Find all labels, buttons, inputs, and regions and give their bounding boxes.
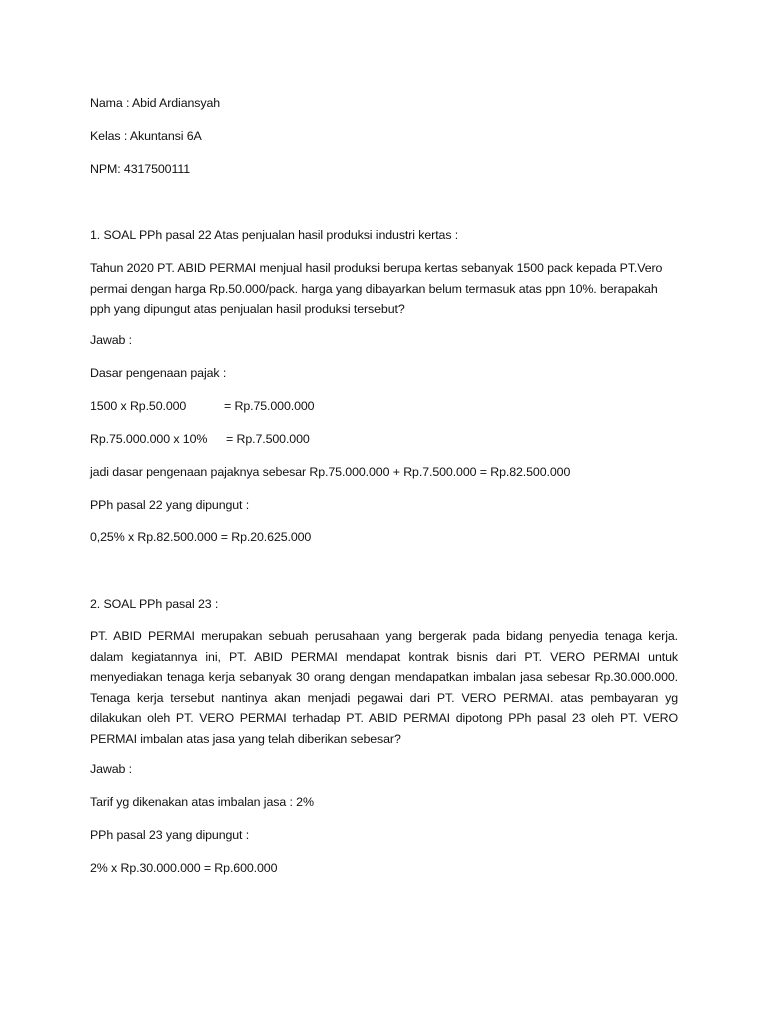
answer-1-label: Jawab : bbox=[90, 333, 133, 347]
question-2-title: 2. SOAL PPh pasal 23 : bbox=[90, 597, 219, 611]
pph22-calc: 0,25% x Rp.82.500.000 = Rp.20.625.000 bbox=[90, 530, 312, 544]
student-npm: NPM: 4317500111 bbox=[90, 162, 190, 176]
calc-row-1-left: 1500 x Rp.50.000 bbox=[90, 399, 187, 413]
pph22-label: PPh pasal 22 yang dipungut : bbox=[90, 498, 250, 512]
question-1-text: Tahun 2020 PT. ABID PERMAI menjual hasil produksi berupa kertas sebanyak 1500 pack kepada PT.Vero permai dengan harga Rp.50.000/pack. harga yang dibayarkan belum termasuk atas ppn 10%. berapakah pph yang dipungut atas penjualan hasil produksi tersebut? bbox=[90, 261, 663, 316]
document-page bbox=[90, 0, 678, 1024]
student-name: Nama : Abid Ardiansyah bbox=[90, 96, 221, 110]
pph23-calc: 2% x Rp.30.000.000 = Rp.600.000 bbox=[90, 861, 278, 875]
question-1-title: 1. SOAL PPh pasal 22 Atas penjualan hasil produksi industri kertas : bbox=[90, 228, 459, 242]
student-class: Kelas : Akuntansi 6A bbox=[90, 129, 202, 143]
calc-row-2-left: Rp.75.000.000 x 10% bbox=[90, 432, 208, 446]
calc-row-2-right: = Rp.7.500.000 bbox=[226, 432, 310, 446]
rate-text: Tarif yg dikenakan atas imbalan jasa : 2% bbox=[90, 795, 314, 809]
calc-row-2 bbox=[90, 431, 310, 447]
tax-base-summary: jadi dasar pengenaan pajaknya sebesar Rp.75.000.000 + Rp.7.500.000 = Rp.82.500.000 bbox=[90, 465, 571, 479]
calc-row-1 bbox=[90, 398, 314, 414]
answer-2-label: Jawab : bbox=[90, 762, 133, 776]
calc-row-1-right: = Rp.75.000.000 bbox=[224, 399, 315, 413]
question-2-text: PT. ABID PERMAI merupakan sebuah perusahaan yang bergerak pada bidang penyedia tenaga kerja. dalam kegiatannya ini, PT. ABID PERMAI mendapat kontrak bisnis dari PT. VERO PERMAI untuk menyediakan tenaga kerja sebanyak 30 orang dengan mendapatkan imbalan jasa sebesar Rp.30.000.000. Tenaga kerja tersebut nantinya akan menjadi pegawai dari PT. VERO PERMAI. atas pembayaran yg dilakukan oleh PT. VERO PERMAI terhadap PT. ABID PERMAI dipotong PPh pasal 23 oleh PT. VERO PERMAI imbalan atas jasa yang telah diberikan sebesar? bbox=[90, 629, 678, 746]
pph23-label: PPh pasal 23 yang dipungut : bbox=[90, 828, 250, 842]
tax-base-label: Dasar pengenaan pajak : bbox=[90, 366, 227, 380]
